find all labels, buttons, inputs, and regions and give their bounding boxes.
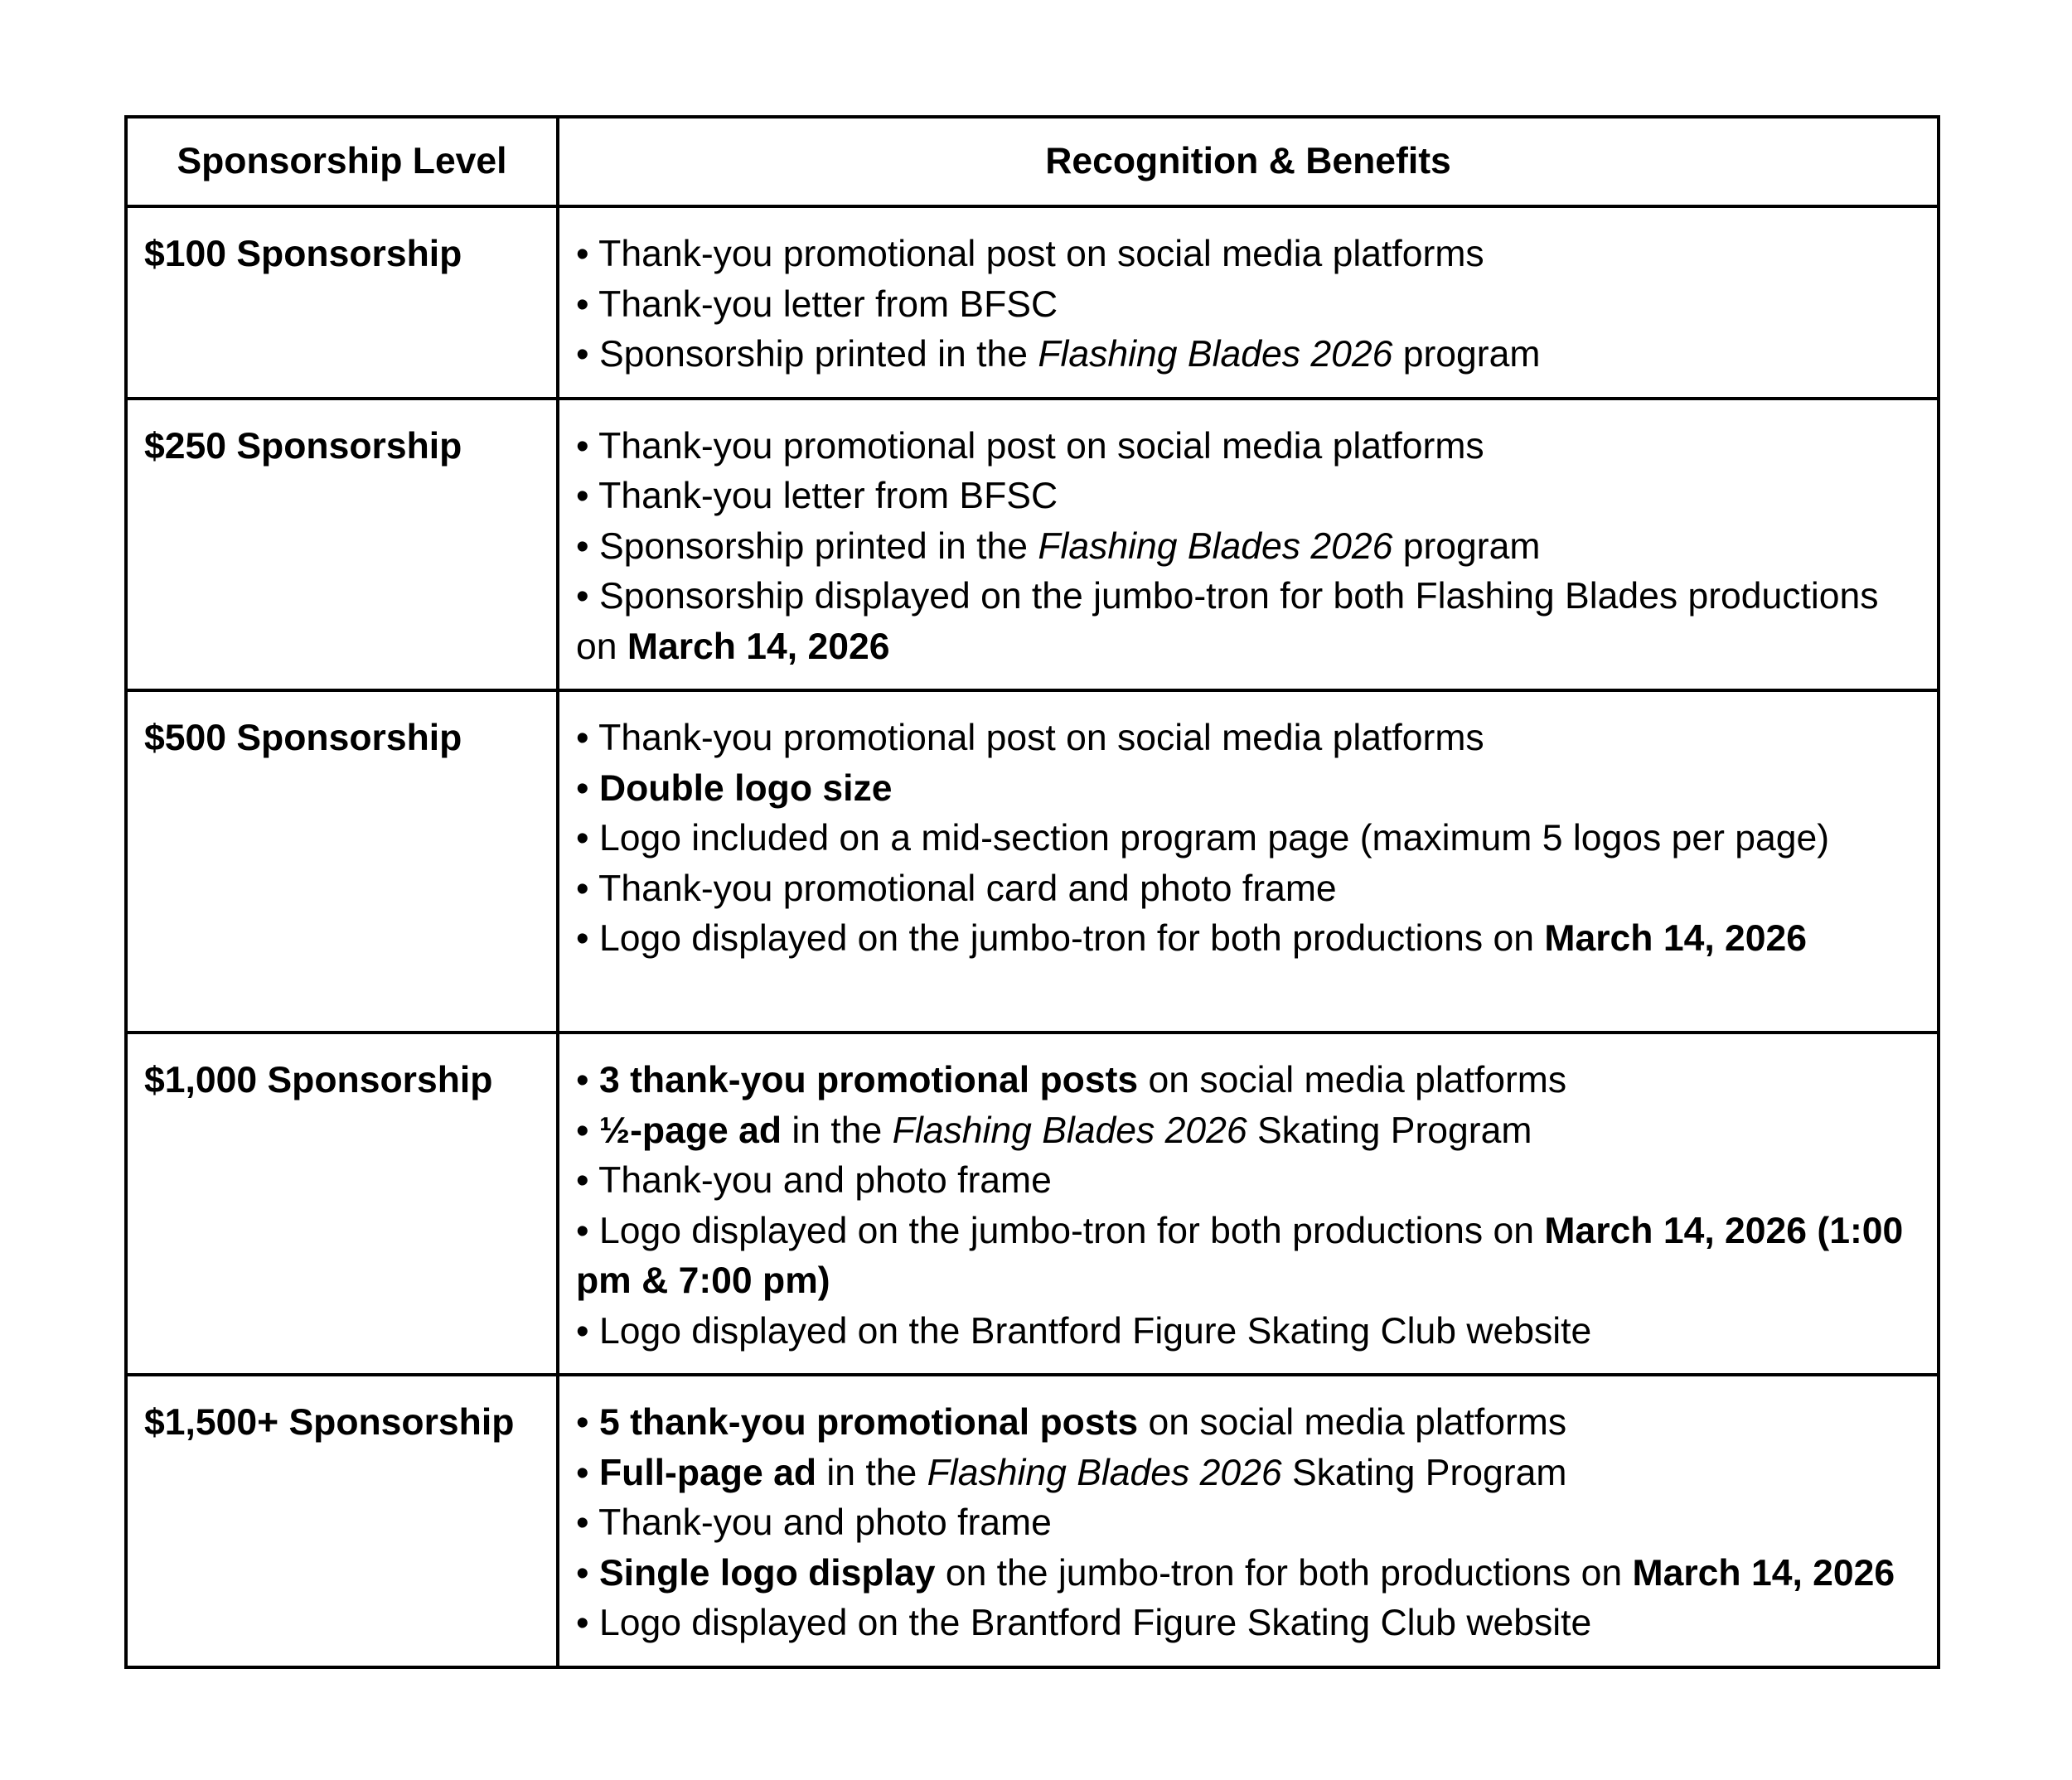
- benefit-item: [576, 230, 1912, 280]
- benefit-item: [576, 422, 1912, 472]
- benefit-item: [576, 914, 1912, 965]
- benefit-text: Full-page ad: [598, 1452, 817, 1493]
- benefit-item: [576, 1156, 1912, 1207]
- benefit-item: [576, 330, 1912, 380]
- benefit-text: March 14, 2026: [627, 626, 890, 667]
- benefit-text: Single logo display: [598, 1552, 936, 1594]
- benefit-text: •: [576, 767, 599, 809]
- benefit-item: [576, 280, 1912, 331]
- sponsorship-level: $1,000 Sponsorship: [126, 1033, 558, 1375]
- benefit-text: program: [1392, 334, 1541, 375]
- benefit-text: • Thank-you promotional post on social media platforms: [576, 234, 1484, 274]
- benefit-item: [576, 1056, 1912, 1106]
- benefit-item: [576, 1207, 1912, 1307]
- benefit-item: [576, 1549, 1912, 1599]
- benefits-cell: [558, 399, 1939, 691]
- benefit-text: March 14, 2026 (1:00 pm & 7:00 pm): [576, 1210, 1904, 1301]
- benefit-text: •: [576, 1402, 599, 1443]
- benefit-text: • Thank-you promotional post on social media platforms: [576, 425, 1484, 467]
- sponsorship-level: $250 Sponsorship: [126, 399, 558, 691]
- benefit-text: on social media platforms: [1138, 1402, 1567, 1443]
- benefit-text: • Thank-you promotional card and photo frame: [576, 868, 1337, 909]
- benefit-text: on the jumbo-tron for both productions on: [935, 1552, 1633, 1594]
- benefit-item: [576, 764, 1912, 815]
- benefit-text: • Logo displayed on the Brantford Figure Skating Club website: [576, 1603, 1592, 1643]
- benefit-text: • Thank-you letter from BFSC: [576, 476, 1058, 516]
- benefit-text: Skating Program: [1247, 1110, 1532, 1151]
- benefit-text: Flashing Blades 2026: [927, 1452, 1282, 1493]
- benefit-text: 5 thank-you promotional posts: [598, 1402, 1139, 1443]
- column-header-level: Sponsorship Level: [126, 117, 558, 206]
- sponsorship-table: [124, 115, 1940, 1669]
- benefit-item: [576, 1498, 1912, 1549]
- benefit-text: March 14, 2026: [1544, 918, 1808, 959]
- benefit-text: Skating Program: [1281, 1452, 1567, 1493]
- benefit-text: program: [1392, 525, 1541, 567]
- benefit-text: •: [576, 1060, 599, 1100]
- benefit-item: [576, 1106, 1912, 1157]
- benefit-text: • Thank-you letter from BFSC: [576, 283, 1058, 325]
- table-row: [126, 206, 1939, 399]
- benefit-text: • Logo displayed on the jumbo-tron for both productions on: [576, 1210, 1545, 1251]
- benefit-text: • Sponsorship printed in the: [576, 525, 1038, 567]
- benefit-text: Double logo size: [598, 767, 893, 809]
- benefit-text: • Logo included on a mid-section program page (maximum 5 logos per page): [576, 818, 1830, 859]
- sponsorship-level: $100 Sponsorship: [126, 206, 558, 399]
- benefit-item: [576, 965, 1912, 1015]
- benefit-item: [576, 864, 1912, 915]
- benefit-text: on social media platforms: [1138, 1060, 1567, 1100]
- benefits-cell: [558, 206, 1939, 399]
- benefit-text: • Thank-you promotional post on social media platforms: [576, 718, 1484, 758]
- benefit-item: [576, 814, 1912, 864]
- benefit-text: in the: [782, 1110, 893, 1151]
- sponsorship-level: $1,500+ Sponsorship: [126, 1375, 558, 1667]
- benefit-text: • Sponsorship displayed on the jumbo-tron for both Flashing Blades productions on: [576, 576, 1879, 667]
- benefit-text: • Sponsorship printed in the: [576, 334, 1038, 375]
- benefit-text: •: [576, 1452, 599, 1493]
- benefit-text: Flashing Blades 2026: [1038, 525, 1393, 567]
- benefit-text: Flashing Blades 2026: [892, 1110, 1247, 1151]
- table-row: [126, 1033, 1939, 1375]
- benefit-text: ½-page ad: [598, 1110, 782, 1151]
- benefit-item: [576, 1599, 1912, 1649]
- table-header-row: [126, 117, 1939, 206]
- benefit-text: Flashing Blades 2026: [1038, 334, 1393, 375]
- benefit-text: •: [576, 1552, 599, 1594]
- benefit-text: • Thank-you and photo frame: [576, 1502, 1052, 1543]
- benefit-item: [576, 572, 1912, 672]
- benefit-item: [576, 522, 1912, 573]
- benefit-text: •: [576, 1110, 599, 1151]
- table-row: [126, 1375, 1939, 1667]
- benefits-cell: [558, 1033, 1939, 1375]
- benefit-text: • Logo displayed on the jumbo-tron for both productions on: [576, 918, 1545, 959]
- table-row: [126, 690, 1939, 1033]
- benefit-text: 3 thank-you promotional posts: [598, 1060, 1139, 1100]
- benefits-cell: [558, 690, 1939, 1033]
- benefit-text: • Thank-you and photo frame: [576, 1160, 1052, 1201]
- column-header-benefits: Recognition & Benefits: [558, 117, 1939, 206]
- benefit-item: [576, 713, 1912, 764]
- benefit-text: • Logo displayed on the Brantford Figure Skating Club website: [576, 1310, 1592, 1352]
- benefits-cell: [558, 1375, 1939, 1667]
- benefit-item: [576, 1449, 1912, 1499]
- table-row: [126, 399, 1939, 691]
- sponsorship-level: $500 Sponsorship: [126, 690, 558, 1033]
- benefit-item: [576, 1398, 1912, 1449]
- benefit-item: [576, 1307, 1912, 1357]
- benefit-item: [576, 472, 1912, 522]
- benefit-text: March 14, 2026: [1632, 1552, 1895, 1594]
- benefit-text: in the: [816, 1452, 927, 1493]
